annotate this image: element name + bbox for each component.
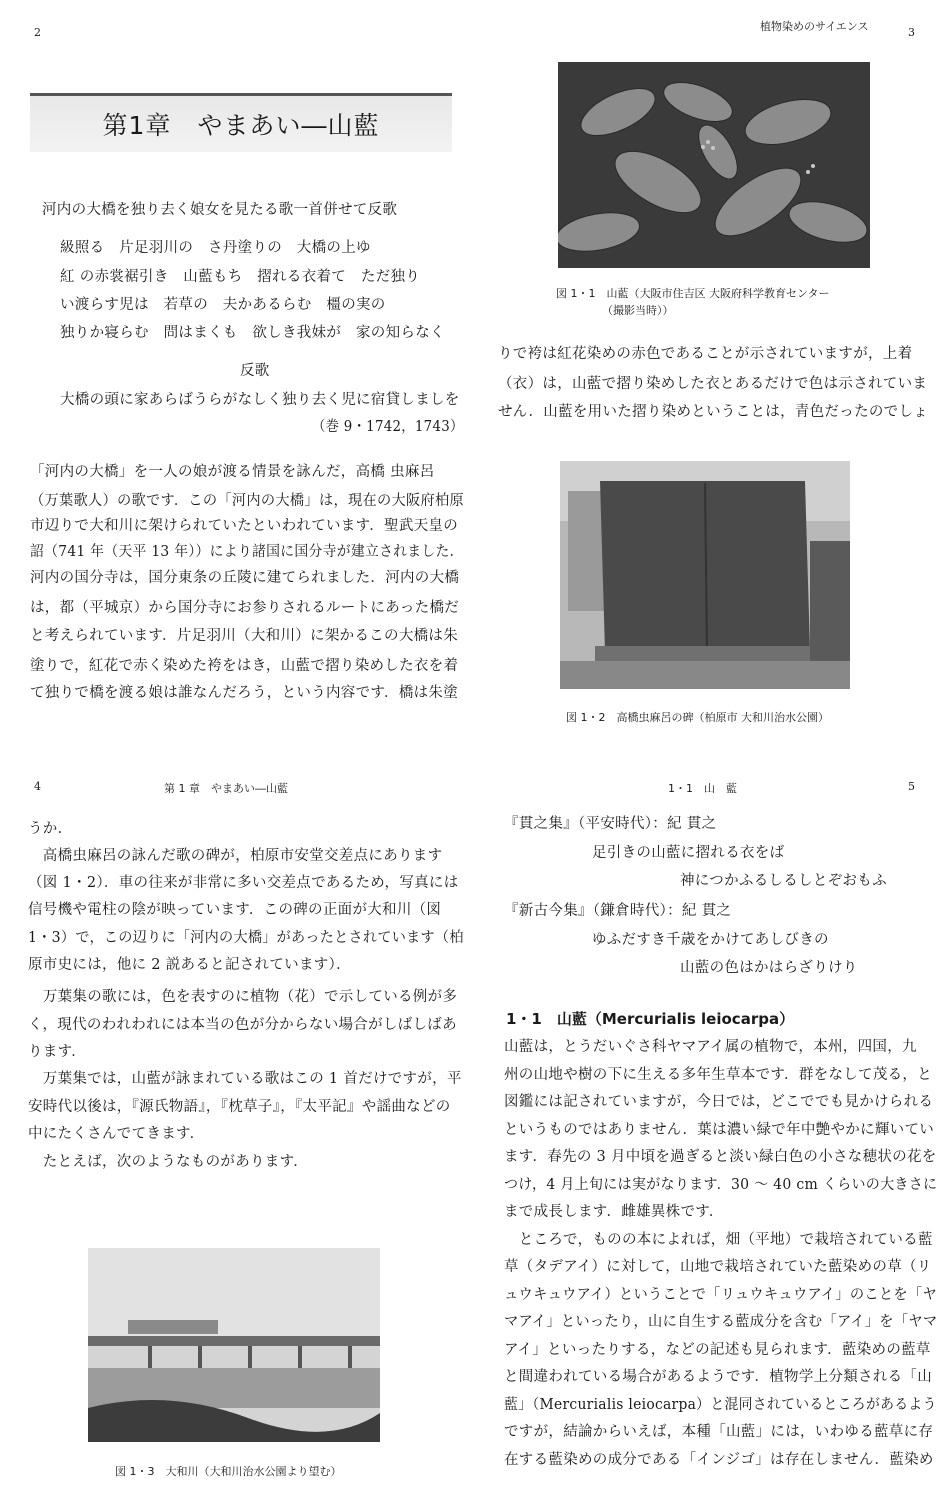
- body-line: は，都（平城京）から国分寺にお参りされるルートにあった橋だ: [30, 600, 460, 616]
- figure-caption: 図 1・3 大和川（大和川治水公園より望む）: [115, 1465, 342, 1478]
- figure-caption: （撮影当時））: [602, 304, 674, 317]
- page-number: 5: [908, 780, 915, 793]
- body-line: ます．春先の 3 月中頃を過ぎると淡い緑白色の小さな穂状の花を: [504, 1149, 937, 1165]
- page-4: [0, 760, 472, 1507]
- body-line: アイ」といったりする，などの記述も見られます．藍染めの藍草: [504, 1342, 931, 1358]
- body-line: （衣）は，山藍で摺り染めした衣とあるだけで色は示されていま: [498, 376, 928, 392]
- section-heading: 1・1 山藍（Mercurialis leiocarpa）: [506, 1010, 795, 1028]
- poem-line: 反歌: [240, 363, 270, 379]
- body-line: ュウキュウアイ）ということで「リュウキュウアイ」のことを「ヤ: [504, 1287, 938, 1303]
- body-line: 万葉集では，山藍が詠まれている歌はこの 1 首だけですが，平: [28, 1071, 462, 1087]
- body-line: うか．: [28, 821, 73, 837]
- poem-line: （巻 9・1742，1743）: [312, 419, 464, 435]
- body-line: と考えられています．片足羽川（大和川）に架かるこの大橋は朱: [30, 628, 459, 644]
- poem-line: 『貫之集』（平安時代）：紀 貫之: [504, 816, 717, 832]
- body-line: たとえば，次のようなものがあります．: [28, 1154, 309, 1170]
- poem-line: 独りか寝らむ 問はまくも 欲しき我妹が 家の知らなく: [60, 325, 445, 341]
- body-line: 州の山地や樹の下に生える多年生草本です．群をなして茂る，と: [504, 1067, 933, 1083]
- poem-line: 大橋の頭に家あらばうらがなしく独り去く児に宿貸しましを: [60, 392, 460, 408]
- body-line: 在する藍染めの成分である「インジゴ」は存在しません．藍染め: [504, 1452, 934, 1468]
- body-line: （万葉歌人）の歌です．この「河内の大橋」は，現在の大阪府柏原: [30, 493, 464, 509]
- body-line: 高橋虫麻呂の詠んだ歌の碑が，柏原市安堂交差点にあります: [28, 848, 443, 864]
- body-line: ところで，ものの本によれば，畑（平地）で栽培されている藍: [504, 1232, 933, 1248]
- poem-line: 『新古今集』（鎌倉時代）：紀 貫之: [504, 903, 732, 919]
- body-line: 山藍は，とうだいぐさ科ヤマアイ属の植物で，本州，四国，九: [504, 1039, 917, 1055]
- poem-line: 級照る 片足羽川の さ丹塗りの 大橋の上ゆ: [60, 240, 371, 256]
- poem-line: 紅 の赤裳裾引き 山藍もち 摺れる衣着て ただ独り: [60, 269, 421, 285]
- body-line: と間違われている場合があるようです．植物学上分類される「山: [504, 1369, 933, 1385]
- body-line: 草（タデアイ）に対して，山地で栽培されていた藍染めの草（リ: [504, 1259, 932, 1275]
- body-line: 中にたくさんでてきます．: [28, 1126, 205, 1142]
- monument-photo: [560, 461, 850, 689]
- body-line: 図鑑には記されていますが，今日では，どこででも見かけられる: [504, 1094, 934, 1110]
- chapter-title: 第1章 やまあい―山藍: [30, 93, 452, 152]
- page-2: [0, 0, 472, 745]
- page-number: 2: [34, 26, 41, 39]
- figure-caption: 図 1・2 高橋虫麻呂の碑（柏原市 大和川治水公園）: [566, 711, 829, 724]
- body-line: つけ，4 月上旬には実がなります．30 〜 40 cm くらいの大きさに: [504, 1177, 938, 1193]
- page-5: [472, 760, 945, 1507]
- poem-line: 神につかふるしるしとぞおもふ: [680, 873, 887, 889]
- running-head: 第 1 章 やまあい―山藍: [164, 782, 288, 795]
- body-line: 原市史には，他に 2 説あると記されています）．: [28, 957, 351, 973]
- poem-line: い渡らす児は 若草の 夫かあるらむ 橿の実の: [60, 297, 386, 313]
- poem-line: 河内の大橋を独り去く娘女を見たる歌一首併せて反歌: [42, 202, 398, 218]
- body-line: 藍」（Mercurialis leiocarpa）と混同されているところがあるよう: [504, 1397, 937, 1413]
- body-line: というものではありません．葉は濃い緑で年中艶やかに輝いてい: [504, 1122, 935, 1138]
- body-line: りで袴は紅花染めの赤色であることが示されていますが，上着: [498, 346, 913, 362]
- body-line: ですが，結論からいえば，本種「山藍」には，いわゆる藍草に存: [504, 1424, 934, 1440]
- running-head: 植物染めのサイエンス: [760, 20, 869, 33]
- body-line: く，現代のわれわれには本当の色が分からない場合がしばしばあ: [28, 1017, 457, 1033]
- yamaai-plant-photo: [558, 62, 870, 268]
- body-line: 万葉集の歌には，色を表すのに植物（花）で示している例が多: [28, 989, 458, 1005]
- body-line: マアイ」といったり，山に自生する藍成分を含む「アイ」を「ヤマ: [504, 1314, 938, 1330]
- page-number: 3: [908, 26, 915, 39]
- body-line: せん．山藍を用いた摺り染めということは，青色だったのでしょ: [498, 404, 929, 420]
- body-line: 詔（741 年（天平 13 年））により諸国に国分寺が建立されました．: [30, 544, 464, 560]
- poem-line: 足引きの山藍に摺れる衣をば: [592, 845, 785, 861]
- body-line: ります．: [28, 1044, 87, 1060]
- body-line: て独りで橋を渡る娘は誰なんだろう，という内容です．橋は朱塗: [30, 685, 459, 701]
- poem-line: ゆふだすき千歳をかけてあしびきの: [592, 932, 829, 948]
- body-line: 安時代以後は，『源氏物語』，『枕草子』，『太平記』や謡曲などの: [28, 1099, 451, 1115]
- poem-line: 山藍の色はかはらざりけり: [680, 960, 858, 976]
- body-line: 信号機や電柱の陰が映っています．この碑の正面が大和川（図: [28, 902, 442, 918]
- page-number: 4: [34, 780, 41, 793]
- running-head: 1・1 山 藍: [668, 782, 737, 795]
- body-line: 塗りで，紅花で赤く染めた袴をはき，山藍で摺り染めした衣を着: [30, 658, 459, 674]
- body-line: 「河内の大橋」を一人の娘が渡る情景を詠んだ，高橋 虫麻呂: [30, 464, 435, 480]
- body-line: 河内の国分寺は，国分東条の丘陵に建てられました．河内の大橋: [30, 570, 460, 586]
- body-line: 1・3）で，この辺りに「河内の大橋」があったとされています（柏: [28, 930, 464, 946]
- page-3: [472, 0, 945, 745]
- figure-caption: 図 1・1 山藍（大阪市住吉区 大阪府科学教育センター: [556, 287, 830, 300]
- body-line: まで成長します．雌雄異株です．: [504, 1204, 724, 1220]
- body-line: （図 1・2）．車の往来が非常に多い交差点であるため，写真には: [28, 875, 459, 891]
- body-line: 市辺りで大和川に架けられていたといわれています．聖武天皇の: [30, 518, 459, 534]
- yamato-river-photo: [88, 1248, 380, 1442]
